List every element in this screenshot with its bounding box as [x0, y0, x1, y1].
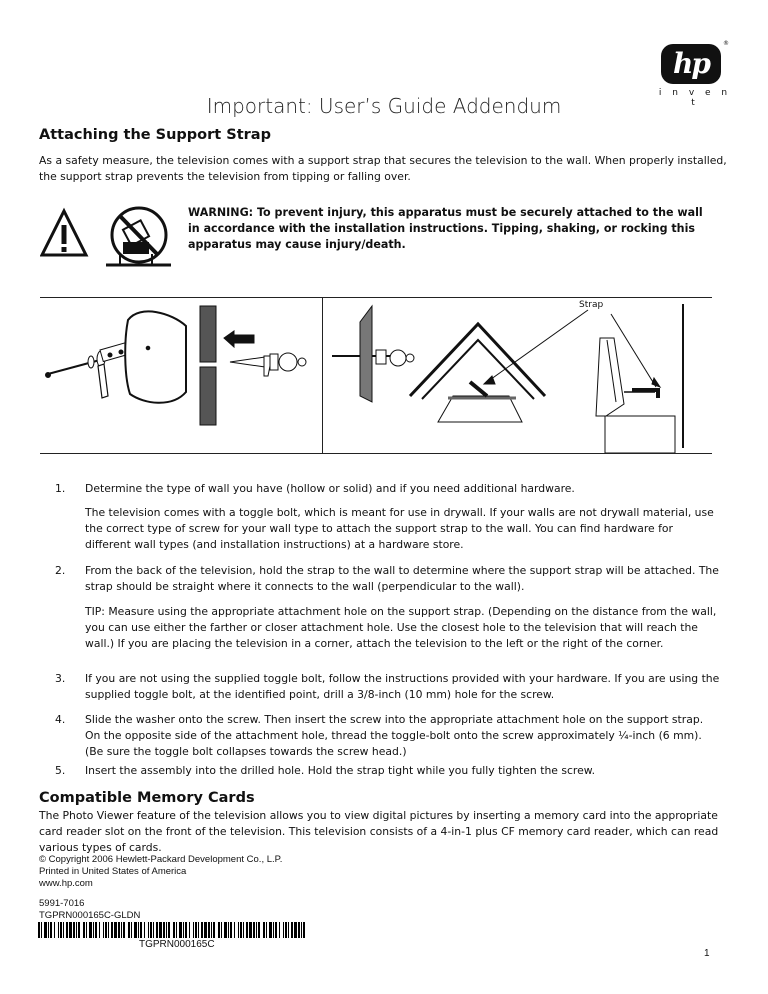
copyright-block — [39, 854, 282, 890]
page-number: 1 — [704, 948, 710, 959]
barcode-bar — [89, 922, 92, 938]
barcode-bar — [153, 922, 154, 938]
tip-over-prohibited-icon — [106, 208, 171, 265]
document-title: Important: User’s Guide Addendum — [206, 94, 562, 118]
hp-tagline: i n v e n t — [658, 88, 732, 108]
barcode-bar — [114, 922, 117, 938]
barcode-bar — [44, 922, 47, 938]
bolt-installed-illustration — [332, 306, 414, 402]
copyright-line: © Copyright 2006 Hewlett-Packard Development Co., L.P. — [39, 854, 283, 865]
step-text: If you are not using the supplied toggle bolt, follow the instructions provided with your hardware. If you are using the supplied toggle bolt, at the identified point, drill a 3/8-inch (10 mm) hole for the screw. — [85, 672, 720, 701]
barcode-bar — [93, 922, 94, 938]
barcode-bar — [111, 922, 113, 938]
barcode-bar — [185, 922, 187, 938]
barcode-bar — [294, 922, 297, 938]
barcode-bar — [108, 922, 109, 938]
website-line: www.hp.com — [39, 878, 93, 889]
barcode-bar — [240, 922, 242, 938]
barcode-bar — [159, 922, 162, 938]
step-tip: TIP: Measure using the appropriate attachment hole on the support strap. (Depending on the distance from the wall, you can use either the farther or closer attachment hole. Use the closest hole to the television that will reach the wall.) If you are placing the television in a corner, attach the television to the left or the right of the corner. — [85, 605, 717, 650]
barcode-bar — [38, 922, 40, 938]
step-number: 4. — [55, 713, 66, 726]
strap-callout-label: Strap — [579, 300, 604, 310]
strap-section-heading: Attaching the Support Strap — [39, 127, 271, 143]
barcode-bar — [60, 922, 62, 938]
barcode-bar — [58, 922, 59, 938]
barcode-bar — [140, 922, 142, 938]
barcode-bar — [201, 922, 203, 938]
barcode-bar — [54, 922, 55, 938]
barcode-bar — [291, 922, 293, 938]
barcode-bar — [183, 922, 184, 938]
barcode-bar — [243, 922, 244, 938]
barcode-bar — [301, 922, 302, 938]
barcode-bar — [258, 922, 260, 938]
barcode-bar — [176, 922, 177, 938]
barcode-bar — [63, 922, 64, 938]
barcode-bar — [283, 922, 284, 938]
barcode-text: TGPRN000165C — [139, 939, 215, 950]
barcode-bar — [298, 922, 300, 938]
barcode-bar — [211, 922, 212, 938]
barcode-bar — [73, 922, 75, 938]
barcode-bar — [134, 922, 137, 938]
memory-section-heading: Compatible Memory Cards — [39, 790, 255, 806]
part-number: 5991-7016 — [39, 898, 85, 909]
barcode-bar — [266, 922, 267, 938]
memory-section-body: The Photo Viewer feature of the television allows you to view digital pictures by inserting a memory card into the appropriate card reader slot on the front of the television. This television consists of a 4-in-1 plus CF memory card reader, which can read various types of cards. — [39, 809, 719, 854]
barcode-bar — [168, 922, 170, 938]
barcode-bar — [224, 922, 227, 938]
step-text: Determine the type of wall you have (hollow or solid) and if you need additional hardware. — [85, 482, 575, 495]
barcode-bar — [128, 922, 130, 938]
hp-logo-text: hp — [673, 47, 709, 80]
barcode-bar — [150, 922, 152, 938]
part-number-block — [39, 898, 140, 922]
barcode-bar — [285, 922, 287, 938]
barcode-bar — [41, 922, 42, 938]
strap-intro: As a safety measure, the television comes with a support strap that secures the television to the wall. When properly installed, the support strap prevents the television from tipping or falling over. — [39, 154, 727, 183]
barcode-bar — [228, 922, 229, 938]
barcode-bar — [195, 922, 197, 938]
barcode-bar — [269, 922, 272, 938]
barcode-bar — [204, 922, 207, 938]
barcode-bar — [78, 922, 80, 938]
warning-icons — [40, 203, 190, 275]
step-text: From the back of the television, hold the strap to the wall to determine where the support strap will be attached. The strap should be straight where it connects to the wall (perpendicular to the wall). — [85, 564, 719, 593]
barcode-bar — [273, 922, 274, 938]
barcode-bar — [66, 922, 68, 938]
barcode-bar — [253, 922, 255, 938]
barcode-bar — [166, 922, 167, 938]
barcode-bar — [69, 922, 72, 938]
barcode-bar — [275, 922, 277, 938]
barcode-bar — [189, 922, 190, 938]
toggle-bolt-assembly-illustration — [46, 311, 187, 402]
corner-placement-illustration — [410, 310, 588, 422]
barcode-bar — [138, 922, 139, 938]
step-number: 5. — [55, 764, 66, 777]
tv-side-view-illustration — [596, 304, 683, 453]
barcode-bar — [179, 922, 182, 938]
step-number: 3. — [55, 672, 66, 685]
barcode-bar — [249, 922, 252, 938]
barcode-bar — [131, 922, 132, 938]
barcode-bar — [144, 922, 145, 938]
step-text: Insert the assembly into the drilled hole. Hold the strap tight while you fully tighten the screw. — [85, 764, 596, 777]
barcode-bar — [123, 922, 125, 938]
barcode-bar — [288, 922, 289, 938]
barcode-bar — [218, 922, 220, 938]
barcode-bar — [76, 922, 77, 938]
registered-mark: ® — [723, 40, 729, 47]
barcode-bar — [156, 922, 158, 938]
barcode-bar — [234, 922, 235, 938]
barcode-bar — [105, 922, 107, 938]
barcode-bar — [208, 922, 210, 938]
barcode-bar — [163, 922, 165, 938]
step-number: 2. — [55, 564, 66, 577]
barcode-bar — [246, 922, 248, 938]
barcode-bar — [173, 922, 175, 938]
barcode — [38, 922, 310, 938]
barcode-bar — [279, 922, 280, 938]
barcode-bar — [95, 922, 97, 938]
barcode-bar — [213, 922, 215, 938]
barcode-bar — [198, 922, 199, 938]
caution-triangle-icon — [42, 211, 86, 255]
barcode-bar — [103, 922, 104, 938]
barcode-bar — [118, 922, 120, 938]
barcode-bar — [83, 922, 85, 938]
drywall-insertion-illustration — [200, 306, 306, 425]
installation-figure — [40, 298, 712, 453]
barcode-bar — [256, 922, 257, 938]
step-note: The television comes with a toggle bolt, which is meant for use in drywall. If your walls are not drywall material, use the correct type of screw for your wall type to attach the support strap to the wall. You can find hardware for different wall types (and installation instructions) at a hardware store. — [85, 506, 714, 551]
figure-rule-bottom — [40, 453, 712, 454]
barcode-bar — [121, 922, 122, 938]
barcode-bar — [148, 922, 149, 938]
barcode-bar — [50, 922, 52, 938]
document-code: TGPRN000165C-GLDN — [39, 910, 141, 921]
barcode-bar — [99, 922, 100, 938]
step-text: Slide the washer onto the screw. Then insert the screw into the appropriate attachment hole on the support strap. On the opposite side of the attachment hole, thread the toggle-bolt onto the screw approximately ¼-inch (6 mm). (Be sure the toggle bolt collapses towards the screw head.) — [85, 713, 704, 758]
barcode-bar — [221, 922, 222, 938]
barcode-bar — [48, 922, 49, 938]
barcode-bar — [263, 922, 265, 938]
step-number: 1. — [55, 482, 66, 495]
printed-line: Printed in United States of America — [39, 866, 187, 877]
warning-text: WARNING: To prevent injury, this apparatus must be securely attached to the wall in accordance with the installation instructions. Tipping, shaking, or rocking this apparatus may cause injury/death. — [188, 206, 703, 251]
barcode-bar — [86, 922, 87, 938]
barcode-bar — [193, 922, 194, 938]
barcode-bar — [238, 922, 239, 938]
barcode-bar — [230, 922, 232, 938]
barcode-bar — [303, 922, 305, 938]
